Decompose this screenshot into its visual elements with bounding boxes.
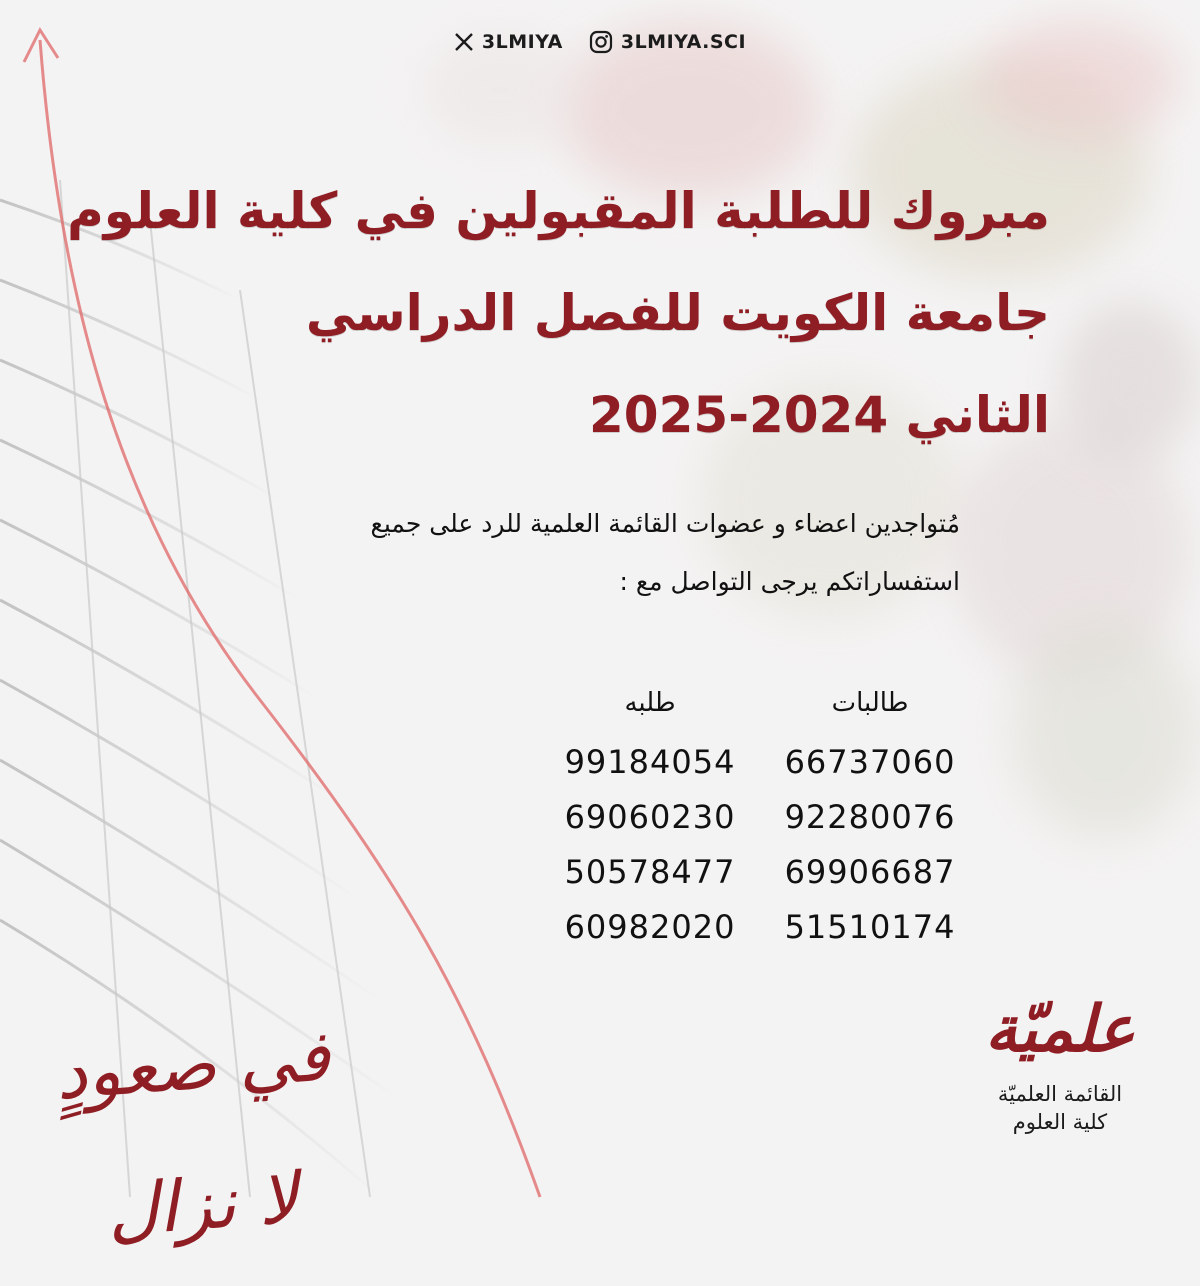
headline-line-2: جامعة الكويت للفصل الدراسي: [305, 284, 1050, 342]
phone-number[interactable]: 92280076: [784, 798, 956, 836]
info-text: [240, 495, 960, 611]
phone-number[interactable]: 66737060: [784, 743, 956, 781]
headline-line-1: مبروك للطلبة المقبولين في كلية العلوم: [67, 182, 1050, 240]
contact-table: [560, 683, 960, 955]
headline-line-3: الثاني 2024-2025: [589, 386, 1050, 444]
instagram-handle-group[interactable]: [589, 30, 746, 54]
social-handles: [0, 30, 1200, 54]
female-column-title: طالبات: [831, 688, 909, 718]
info-line-2: استفساراتكم يرجى التواصل مع :: [619, 567, 960, 596]
phone-number[interactable]: 50578477: [564, 853, 736, 891]
logo-line-2: كلية العلوم: [1012, 1110, 1108, 1134]
x-handle-text: 3LMIYA: [481, 31, 563, 53]
logo-line-1: القائمة العلميّة: [997, 1082, 1123, 1106]
slogan-calligraphy: في صعودٍ لا نزال: [52, 1014, 333, 1253]
male-contacts-column: [560, 683, 740, 955]
phone-number[interactable]: 99184054: [564, 743, 736, 781]
info-line-1: مُتواجدين اعضاء و عضوات القائمة العلمية للرد على جميع: [370, 509, 960, 538]
phone-number[interactable]: 60982020: [564, 908, 736, 946]
instagram-icon: [589, 30, 613, 54]
list-logo: [960, 980, 1160, 1136]
phone-number[interactable]: 69060230: [564, 798, 736, 836]
phone-number[interactable]: 69906687: [784, 853, 956, 891]
x-logo-icon: [454, 32, 474, 52]
phone-number[interactable]: 51510174: [784, 908, 956, 946]
male-column-title: طلبه: [624, 688, 676, 718]
instagram-handle-text: 3LMIYA.SCI: [620, 31, 747, 53]
headline: [67, 160, 1050, 466]
x-handle-group[interactable]: [454, 30, 563, 54]
female-contacts-column: [780, 683, 960, 955]
logo-wordmark: علميّة: [985, 992, 1135, 1067]
